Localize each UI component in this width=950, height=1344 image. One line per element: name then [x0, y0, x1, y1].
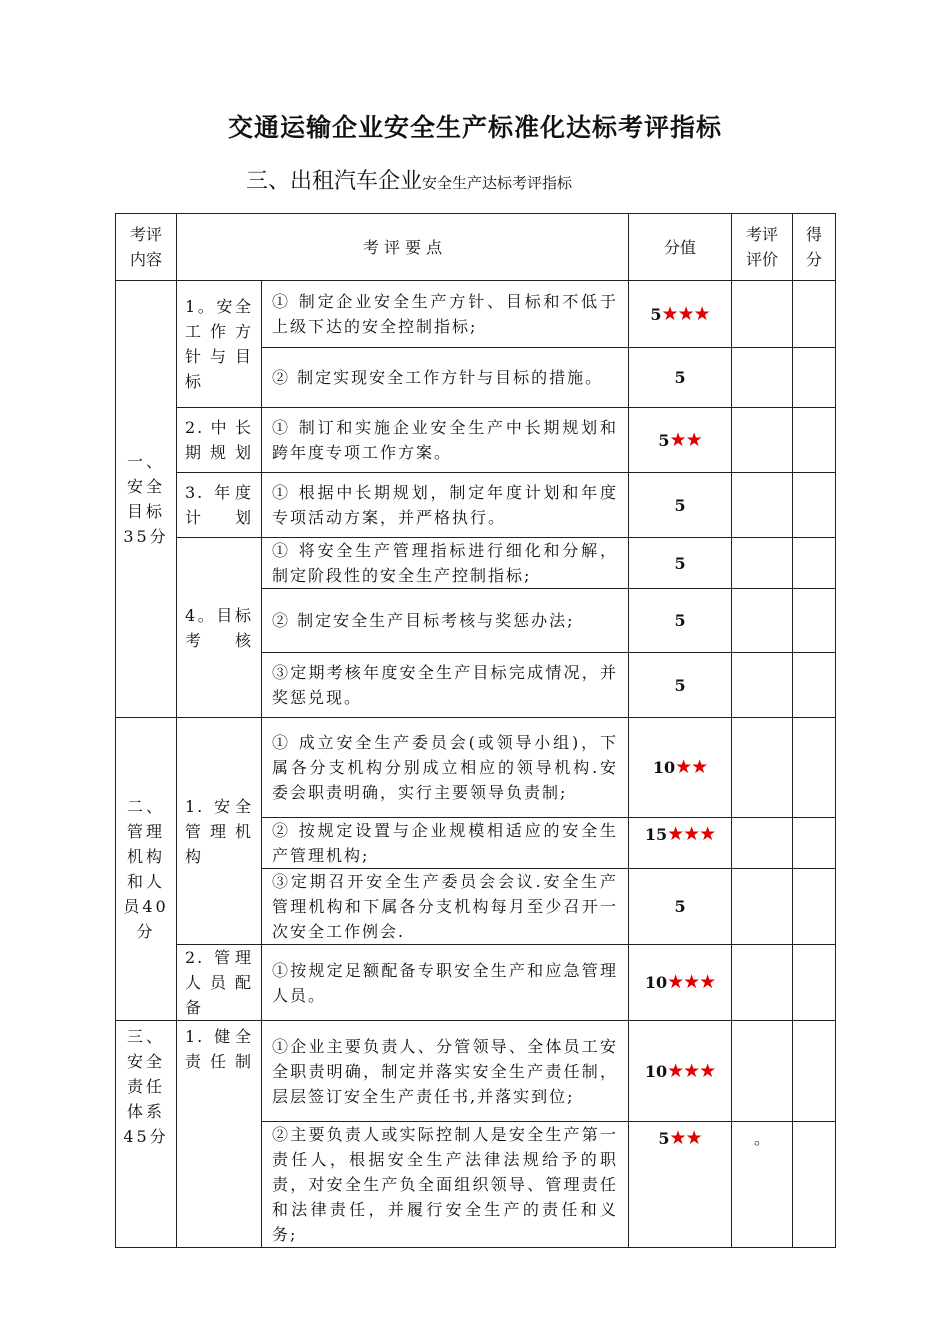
eval-cell [732, 348, 793, 408]
got-cell [793, 1122, 836, 1248]
item-text: ② 按规定设置与企业规模相适应的安全生产管理机构; [262, 818, 629, 869]
table-row [116, 718, 836, 818]
score-cell: 5 [629, 538, 732, 589]
eval-cell: 。 [732, 1122, 793, 1248]
score-cell: 5★★★ [629, 281, 732, 348]
item-text: ①按规定足额配备专职安全生产和应急管理人员。 [262, 945, 629, 1021]
got-cell [793, 818, 836, 869]
star-icon: ★★★ [667, 1059, 716, 1082]
eval-cell [732, 408, 793, 473]
item-text: ③定期考核年度安全生产目标完成情况，并奖惩兑现。 [262, 653, 629, 718]
sub-label: 4。目标考核 [177, 538, 262, 718]
got-cell [793, 869, 836, 945]
sub-label: 1. 安全管理机构 [177, 718, 262, 945]
section-label: 三、 安全 责任 体系 45分 [116, 1021, 177, 1248]
score-cell: 5 [629, 869, 732, 945]
header-eval: 考评 评价 [732, 214, 793, 281]
score-cell: 5★★ [629, 408, 732, 473]
item-text: ③定期召开安全生产委员会会议.安全生产管理机构和下属各分支机构每月至少召开一次安全工作例会. [262, 869, 629, 945]
table-row [116, 473, 836, 538]
got-cell [793, 538, 836, 589]
got-cell [793, 589, 836, 653]
item-text: ② 制定安全生产目标考核与奖惩办法; [262, 589, 629, 653]
got-cell [793, 945, 836, 1021]
eval-cell [732, 473, 793, 538]
header-content: 考评 内容 [116, 214, 177, 281]
evaluation-table [115, 213, 836, 1248]
table-row [116, 1021, 836, 1122]
got-cell [793, 281, 836, 348]
item-text: ①企业主要负责人、分管领导、全体员工安全职责明确，制定并落实安全生产责任制，层层签订安全生产责任书,并落实到位; [262, 1021, 629, 1122]
subtitle-main: 三、出租汽车企业 [246, 169, 423, 194]
score-cell: 15★★★ [629, 818, 732, 869]
score-cell: 5 [629, 589, 732, 653]
star-icon: ★★★ [667, 823, 716, 845]
star-icon: ★★ [669, 428, 702, 451]
star-icon: ★★ [675, 756, 708, 778]
item-text: ② 制定实现安全工作方针与目标的措施。 [262, 348, 629, 408]
eval-cell [732, 869, 793, 945]
subtitle-suffix: 安全生产达标考评指标 [422, 174, 573, 192]
header-points: 考 评 要 点 [177, 214, 629, 281]
eval-cell [732, 281, 793, 348]
eval-cell [732, 1021, 793, 1122]
sub-label: 1。安全工作方针与目标 [177, 281, 262, 408]
got-cell [793, 653, 836, 718]
eval-cell [732, 718, 793, 818]
item-text: ① 制订和实施企业安全生产中长期规划和跨年度专项工作方案。 [262, 408, 629, 473]
table-header-row [116, 214, 836, 281]
got-cell [793, 408, 836, 473]
item-text: ②主要负责人或实际控制人是安全生产第一责任人，根据安全生产法律法规给予的职责，对安全生产负全面组织领导、管理责任和法律责任，并履行安全生产的责任和义务; [262, 1122, 629, 1248]
item-text: ① 制定企业安全生产方针、目标和不低于上级下达的安全控制指标; [262, 281, 629, 348]
got-cell [793, 718, 836, 818]
item-text: ① 将安全生产管理指标进行细化和分解，制定阶段性的安全生产控制指标; [262, 538, 629, 589]
item-text: ① 根据中长期规划，制定年度计划和年度专项活动方案，并严格执行。 [262, 473, 629, 538]
sub-label: 3. 年度计划 [177, 473, 262, 538]
document-subtitle [246, 164, 572, 195]
score-cell: 5 [629, 348, 732, 408]
eval-cell [732, 589, 793, 653]
item-text: ① 成立安全生产委员会(或领导小组)，下属各分支机构分别成立相应的领导机构.安委会职责明确，实行主要领导负责制; [262, 718, 629, 818]
star-icon: ★★★ [661, 302, 710, 325]
score-cell: 5★★ [629, 1122, 732, 1248]
got-cell [793, 348, 836, 408]
header-score: 分值 [629, 214, 732, 281]
star-icon: ★★★ [667, 971, 716, 993]
eval-cell [732, 653, 793, 718]
header-got: 得 分 [793, 214, 836, 281]
score-cell: 5 [629, 653, 732, 718]
score-cell: 5 [629, 473, 732, 538]
eval-cell [732, 818, 793, 869]
got-cell [793, 473, 836, 538]
table-row [116, 281, 836, 348]
score-cell: 10★★ [629, 718, 732, 818]
sub-label: 2.中长期规划 [177, 408, 262, 473]
eval-cell [732, 538, 793, 589]
sub-label: 2. 管理人员配备 [177, 945, 262, 1021]
score-cell: 10★★★ [629, 1021, 732, 1122]
table-row [116, 408, 836, 473]
section-label: 一、 安全 目标 35分 [116, 281, 177, 718]
table-row [116, 945, 836, 1021]
star-icon: ★★ [669, 1127, 702, 1149]
sub-label: 1. 健全责任制 [177, 1021, 262, 1248]
score-cell: 10★★★ [629, 945, 732, 1021]
eval-cell [732, 945, 793, 1021]
table-row [116, 538, 836, 589]
section-label: 二、 管理 机构 和人 员40 分 [116, 718, 177, 1021]
got-cell [793, 1021, 836, 1122]
document-title: 交通运输企业安全生产标准化达标考评指标 [227, 113, 722, 142]
